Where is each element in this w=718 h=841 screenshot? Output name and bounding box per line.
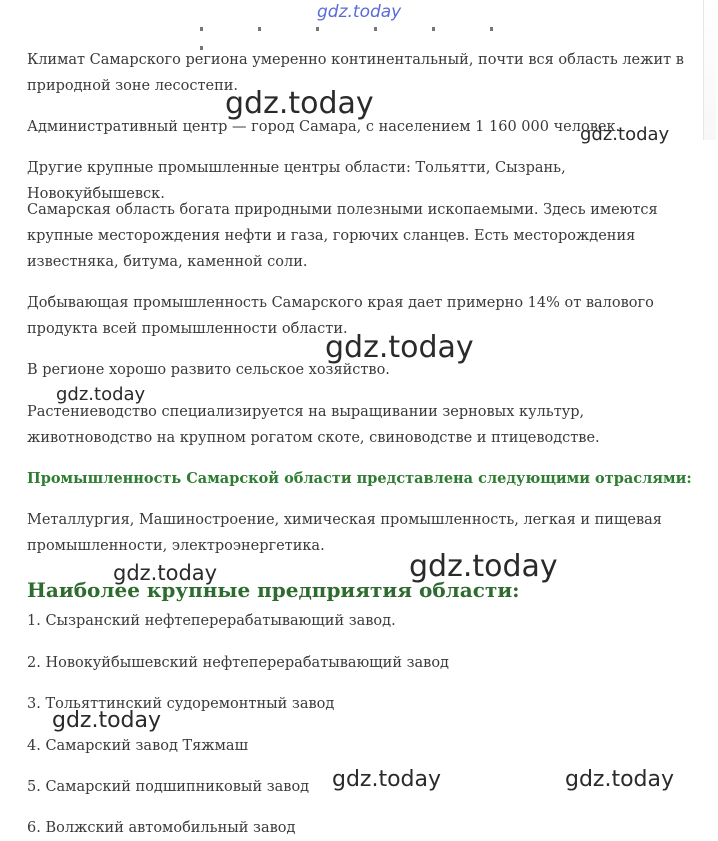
watermark: gdz.today	[225, 86, 374, 121]
watermark: gdz.today	[56, 384, 146, 405]
watermark: gdz.today	[409, 549, 558, 584]
paragraph-industrial-centers: Другие крупные промышленные центры области: Тольятти, Сызрань, Новокуйбышевск.	[27, 160, 566, 202]
watermark: gdz.today	[52, 708, 162, 733]
watermark: gdz.today	[113, 561, 218, 585]
enterprises-heading: Наиболее крупные предприятия области:	[27, 578, 520, 602]
list-item: 4. Самарский завод Тяжмаш	[27, 738, 249, 754]
list-item: 5. Самарский подшипниковый завод	[27, 779, 310, 795]
list-item: 1. Сызранский нефтеперерабатывающий завод.	[27, 613, 396, 629]
paragraph-crops-livestock: Растениеводство специализируется на выращивании зерновых культур, животноводство на крупном рогатом скоте, свиноводстве и птицеводстве.	[27, 404, 600, 446]
watermark: gdz.today	[580, 124, 670, 145]
paragraph-climate: Климат Самарского региона умеренно континентальный, почти вся область лежит в природной зоне лесостепи.	[27, 52, 684, 94]
watermark: gdz.today	[317, 2, 402, 22]
list-item: 2. Новокуйбышевский нефтеперерабатывающий завод	[27, 655, 449, 671]
cut-off-text-edge	[200, 16, 580, 22]
paragraph-mining: Добывающая промышленность Самарского края дает примерно 14% от валового продукта всей промышленности области.	[27, 295, 654, 337]
industry-subheading: Промышленность Самарской области представлена следующими отраслями:	[27, 470, 692, 487]
paragraph-resources: Самарская область богата природными полезными ископаемыми. Здесь имеются крупные месторождения нефти и газа, горючих сланцев. Есть месторождения известняка, битума, каменной соли.	[27, 202, 658, 270]
list-item: 6. Волжский автомобильный завод	[27, 820, 296, 836]
paragraph-agriculture: В регионе хорошо развито сельское хозяйство.	[27, 362, 390, 378]
watermark: gdz.today	[565, 767, 675, 792]
page-edge	[703, 0, 716, 140]
watermark: gdz.today	[325, 330, 474, 365]
list-item: 3. Тольяттинский судоремонтный завод	[27, 696, 335, 712]
paragraph-capital: Административный центр — город Самара, с населением 1 160 000 человек.	[27, 119, 621, 135]
industry-branches: Металлургия, Машиностроение, химическая промышленность, легкая и пищевая промышленности, электроэнергетика.	[27, 512, 662, 554]
watermark: gdz.today	[332, 767, 442, 792]
